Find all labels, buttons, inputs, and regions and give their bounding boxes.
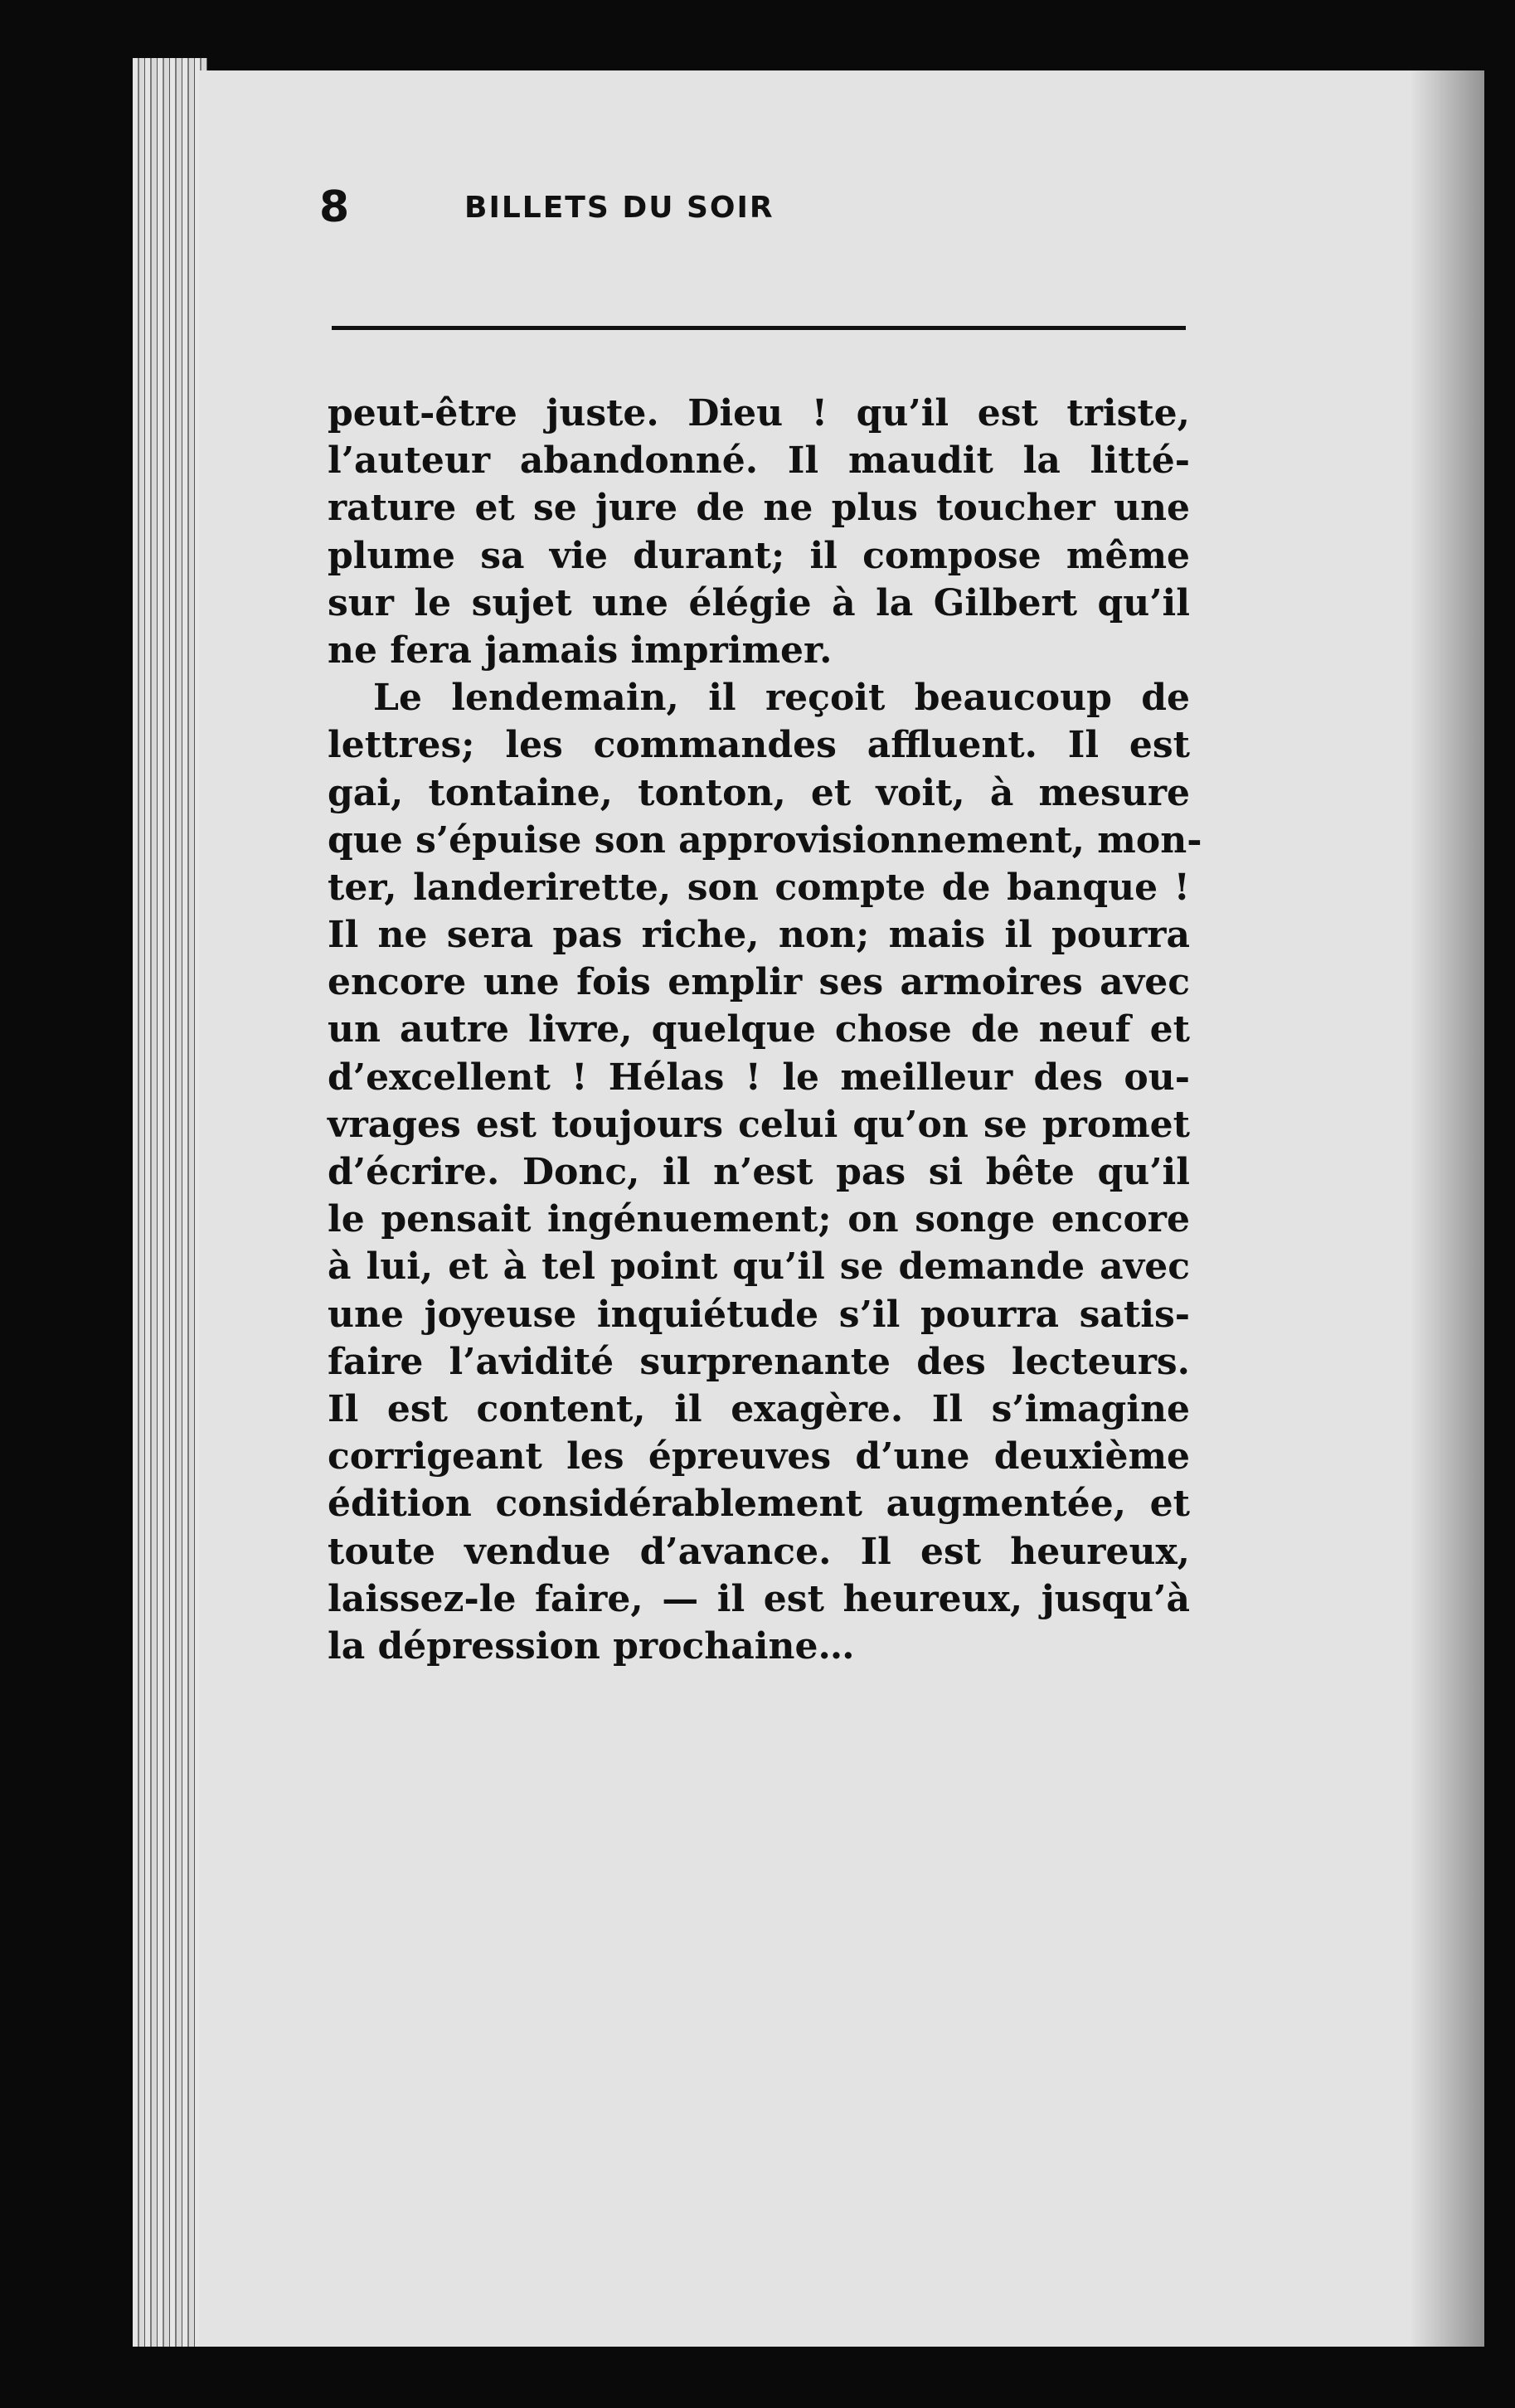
book-page-edges (133, 58, 207, 2347)
text-line: l’auteur abandonné. Il maudit la litté- (328, 439, 1190, 483)
text-line: d’écrire. Donc, il n’est pas si bête qu’il (328, 1151, 1190, 1193)
text-line: vrages est toujours celui qu’on se promet (328, 1103, 1190, 1146)
text-line: une joyeuse inquiétude s’il pourra satis- (328, 1293, 1190, 1336)
page-number: 8 (319, 182, 350, 232)
page-gutter-shadow (1410, 70, 1484, 2347)
header-rule (332, 326, 1186, 330)
text-line: à lui, et à tel point qu’il se demande avec (328, 1245, 1190, 1289)
text-line: le pensait ingénuement; on songe encore (328, 1198, 1190, 1241)
running-title: BILLETS DU SOIR (464, 191, 774, 225)
text-line: Le lendemain, il reçoit beaucoup de (373, 677, 1190, 720)
text-line: lettres; les commandes affluent. Il est (328, 724, 1190, 767)
text-line: un autre livre, quelque chose de neuf et (328, 1008, 1190, 1051)
text-line: laissez-le faire, — il est heureux, jusqu’à (328, 1577, 1190, 1620)
text-line: ter, landerirette, son compte de banque ! (328, 866, 1190, 909)
text-line: gai, tontaine, tonton, et voit, à mesure (328, 771, 1190, 814)
text-line: toute vendue d’avance. Il est heureux, (328, 1530, 1190, 1573)
text-line: Il ne sera pas riche, non; mais il pourra (328, 914, 1190, 957)
text-line: plume sa vie durant; il compose même (328, 534, 1190, 577)
text-line: peut-être juste. Dieu ! qu’il est triste, (328, 392, 1190, 435)
text-line: Il est content, il exagère. Il s’imagine (328, 1387, 1190, 1430)
text-line: la dépression prochaine… (328, 1624, 855, 1668)
text-line: encore une fois emplir ses armoires avec (328, 961, 1190, 1004)
text-line: d’excellent ! Hélas ! le meilleur des ou- (328, 1056, 1190, 1099)
text-line: édition considérablement augmentée, et (328, 1483, 1190, 1526)
page-header (319, 182, 1182, 240)
text-line: rature et se jure de ne plus toucher une (328, 487, 1190, 530)
text-line: faire l’avidité surprenante des lecteurs. (328, 1340, 1190, 1383)
body-text (328, 390, 1202, 1670)
text-line: que s’épuise son approvisionnement, mon- (328, 818, 1202, 862)
text-line: sur le sujet une élégie à la Gilbert qu’il (328, 581, 1190, 624)
text-line: corrigeant les épreuves d’une deuxième (328, 1435, 1190, 1478)
text-line: ne fera jamais imprimer. (328, 629, 833, 672)
